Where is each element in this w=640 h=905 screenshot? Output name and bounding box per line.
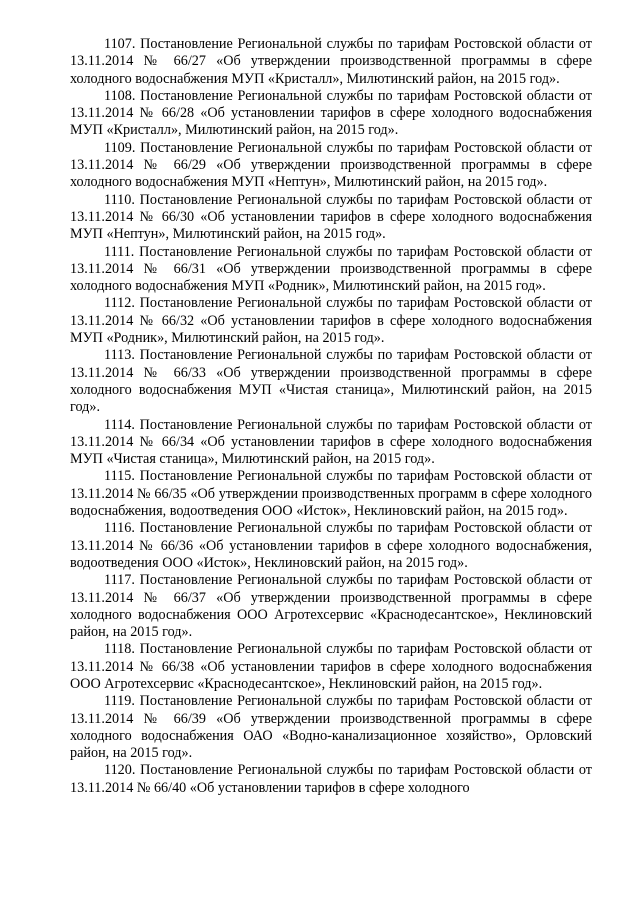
list-item: 1120. Постановление Региональной службы по тарифам Ростовской области от 13.11.2014 № 66/40 «Об установлении тарифов в сфере холодного <box>70 762 592 796</box>
list-item: 1116. Постановление Региональной службы по тарифам Ростовской области от 13.11.2014 № 66/36 «Об установлении тарифов в сфере холодного водоснабжения, водоотведения ООО «Исток», Неклиновский район, на 2015 год». <box>70 520 592 571</box>
list-item: 1112. Постановление Региональной службы по тарифам Ростовской области от 13.11.2014 № 66/32 «Об установлении тарифов в сфере холодного водоснабжения МУП «Родник», Милютинский район, на 2015 год». <box>70 295 592 347</box>
list-item: 1108. Постановление Региональной службы по тарифам Ростовской области от 13.11.2014 № 66/28 «Об установлении тарифов в сфере холодного водоснабжения МУП «Кристалл», Милютинский район, на 2015 год». <box>70 87 592 139</box>
list-item: 1107. Постановление Региональной службы по тарифам Ростовской области от 13.11.2014 № 66/27 «Об утверждении производственной программы в сфере холодного водоснабжения МУП «Кристалл», Милютинский район, на 2015 год». <box>70 36 592 87</box>
list-item: 1115. Постановление Региональной службы по тарифам Ростовской области от 13.11.2014 № 66/35 «Об утверждении производственных программ в сфере холодного водоснабжения, водоотведения ООО «Исток», Неклиновский район, на 2015 год». <box>70 468 592 520</box>
list-item: 1119. Постановление Региональной службы по тарифам Ростовской области от 13.11.2014 № 66/39 «Об утверждении производственной программы в сфере холодного водоснабжения ОАО «Водно-канализационное хозяйство», Орловский район, на 2015 год». <box>70 693 592 762</box>
list-item: 1111. Постановление Региональной службы по тарифам Ростовской области от 13.11.2014 № 66/31 «Об утверждении производственной программы в сфере холодного водоснабжения МУП «Родник», Милютинский район, на 2015 год». <box>70 243 592 295</box>
list-item: 1114. Постановление Региональной службы по тарифам Ростовской области от 13.11.2014 № 66/34 «Об установлении тарифов в сфере холодного водоснабжения МУП «Чистая станица», Милютинский район, на 2015 год». <box>70 416 592 468</box>
list-item: 1118. Постановление Региональной службы по тарифам Ростовской области от 13.11.2014 № 66/38 «Об установлении тарифов в сфере холодного водоснабжения ООО Агротехсервис «Краснодесантское», Неклиновский район, на 2015 год». <box>70 641 592 692</box>
list-item: 1113. Постановление Региональной службы по тарифам Ростовской области от 13.11.2014 № 66/33 «Об утверждении производственной программы в сфере холодного водоснабжения МУП «Чистая станица», Милютинский район, на 2015 год». <box>70 347 592 416</box>
list-item: 1117. Постановление Региональной службы по тарифам Ростовской области от 13.11.2014 № 66/37 «Об утверждении производственной программы в сфере холодного водоснабжения ООО Агротехсервис «Краснодесантское», Неклиновский район, на 2015 год». <box>70 572 592 641</box>
document-page <box>70 36 592 797</box>
list-item: 1109. Постановление Региональной службы по тарифам Ростовской области от 13.11.2014 № 66/29 «Об утверждении производственной программы в сфере холодного водоснабжения МУП «Нептун», Милютинский район, на 2015 год». <box>70 139 592 191</box>
list-item: 1110. Постановление Региональной службы по тарифам Ростовской области от 13.11.2014 № 66/30 «Об установлении тарифов в сфере холодного водоснабжения МУП «Нептун», Милютинский район, на 2015 год». <box>70 191 592 243</box>
